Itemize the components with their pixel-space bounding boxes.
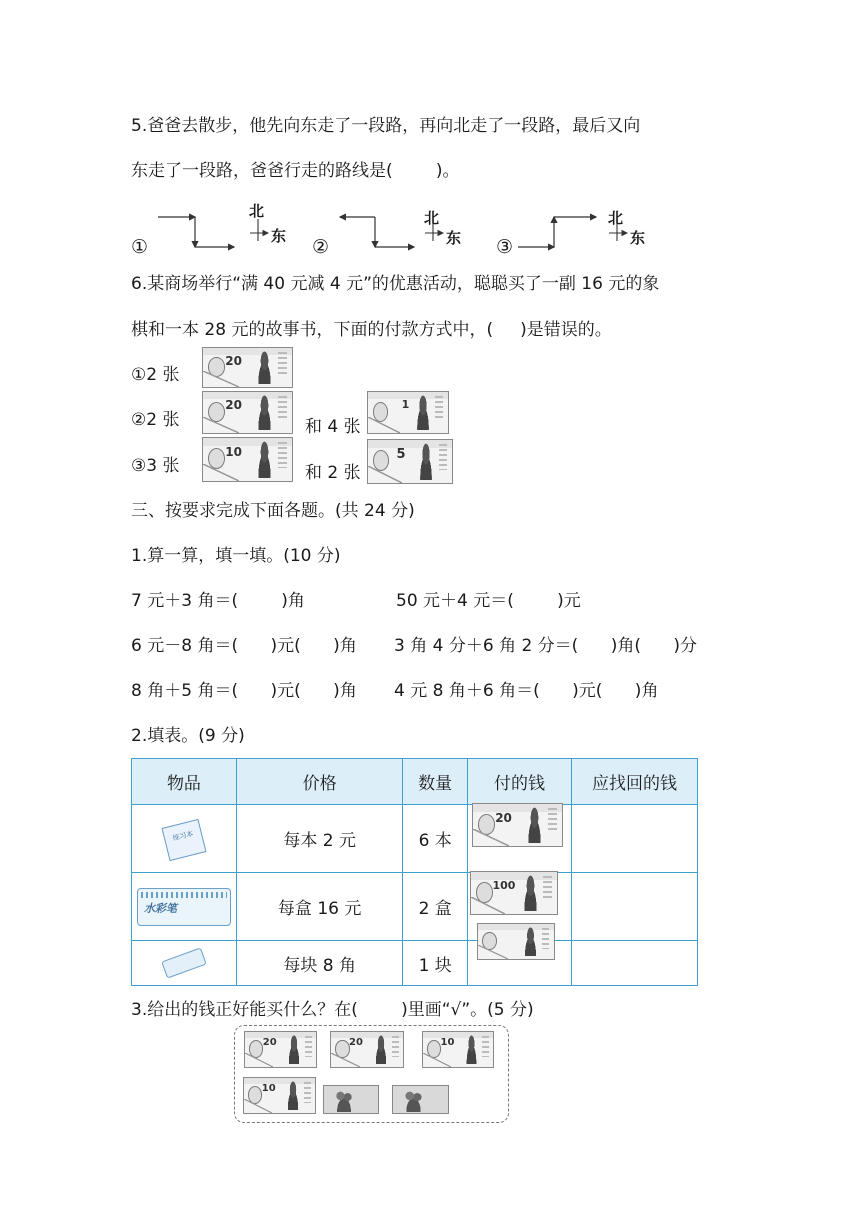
q6-text-line1: 6.某商场举行“满 40 元减 4 元”的优惠活动，聪聪买了一副 16 元的象 <box>131 274 660 294</box>
change-cell[interactable] <box>572 805 698 873</box>
section-3-heading: 三、按要求完成下面各题。(共 24 分) <box>131 501 415 521</box>
item-cell <box>132 805 237 873</box>
banknote-10-yuan <box>202 437 293 482</box>
compass-1-north: 北 <box>249 202 265 220</box>
header-paid: 付的钱 <box>467 759 571 805</box>
compass-2-north: 北 <box>424 209 440 227</box>
option-2-marker: ② <box>312 236 330 258</box>
compass-2-east: 东 <box>446 229 462 247</box>
calc-item-2: 50 元＋4 元＝( )元 <box>396 591 581 611</box>
q6-option-2: ②2 张 <box>131 410 180 430</box>
calc-item-5: 8 角＋5 角＝( )元( )角 <box>131 681 357 701</box>
banknote-denomination: 20 <box>495 810 512 825</box>
exercise-book-label: 练习本 <box>171 829 195 843</box>
item-cell <box>132 941 237 986</box>
banknote-denomination: 20 <box>262 1037 277 1049</box>
banknote-denomination: 20 <box>349 1037 363 1049</box>
quantity-cell: 2 盒 <box>403 873 468 941</box>
banknote-denomination: 10 <box>261 1083 276 1095</box>
q6-text-line2: 棋和一本 28 元的故事书，下面的付款方式中，( )是错误的。 <box>131 320 612 340</box>
change-cell[interactable] <box>572 873 698 941</box>
s3-q3-title: 3.给出的钱正好能买什么？在( )里画“√”。(5 分) <box>131 1000 534 1020</box>
header-item: 物品 <box>132 759 237 805</box>
banknote-20-yuan <box>330 1031 404 1068</box>
calc-item-3: 6 元－8 角＝( )元( )角 <box>131 636 357 656</box>
banknote-small-jiao <box>392 1085 449 1114</box>
eraser-image <box>161 947 207 978</box>
q6-option-3-and: 和 2 张 <box>305 463 361 483</box>
banknote-10-yuan <box>422 1031 494 1068</box>
calc-item-6: 4 元 8 角＋6 角＝( )元( )角 <box>394 681 659 701</box>
calc-item-4: 3 角 4 分＋6 角 2 分＝( )角( )分 <box>394 636 698 656</box>
compass-3-north: 北 <box>608 209 624 227</box>
paid-cell <box>467 941 571 986</box>
option-1-marker: ① <box>131 236 149 258</box>
q6-option-2-and: 和 4 张 <box>305 417 361 437</box>
q5-text-line2: 东走了一段路，爸爸行走的路线是( )。 <box>131 161 460 181</box>
table-row <box>132 941 698 986</box>
compass-3-east: 东 <box>630 229 646 247</box>
banknote-denomination: 20 <box>225 354 242 369</box>
quantity-cell: 1 块 <box>403 941 468 986</box>
q6-option-1: ①2 张 <box>131 365 180 385</box>
header-quantity: 数量 <box>403 759 468 805</box>
item-cell <box>132 873 237 941</box>
q5-text-line1: 5.爸爸去散步，他先向东走了一段路，再向北走了一段路，最后又向 <box>131 116 641 136</box>
banknote-denomination: 10 <box>440 1037 455 1049</box>
price-cell: 每块 8 角 <box>236 941 403 986</box>
paid-cell <box>467 805 571 873</box>
price-cell: 每本 2 元 <box>236 805 403 873</box>
price-table <box>131 758 698 986</box>
banknote-small-jiao <box>323 1085 379 1114</box>
banknote-20-yuan <box>202 347 293 388</box>
watercolor-pens-label: 水彩笔 <box>143 901 177 915</box>
banknote-20-yuan <box>244 1031 317 1068</box>
table-row <box>132 873 698 941</box>
table-header-row <box>132 759 698 805</box>
q6-option-3: ③3 张 <box>131 456 180 476</box>
banknote-denomination: 1 <box>401 398 410 412</box>
calc-item-1: 7 元＋3 角＝( )角 <box>131 591 305 611</box>
price-cell: 每盒 16 元 <box>236 873 403 941</box>
table-row <box>132 805 698 873</box>
change-cell[interactable] <box>572 941 698 986</box>
header-change: 应找回的钱 <box>572 759 698 805</box>
watercolor-pens-image <box>137 888 231 926</box>
banknote-denomination: 20 <box>225 398 242 413</box>
banknote-1-yuan <box>477 923 555 960</box>
quantity-cell: 6 本 <box>403 805 468 873</box>
banknote-denomination: 5 <box>396 446 406 462</box>
header-price: 价格 <box>236 759 403 805</box>
banknote-denomination: 100 <box>492 878 516 892</box>
banknote-5-yuan <box>367 439 453 484</box>
banknote-20-yuan <box>202 391 293 434</box>
s3-q2-title: 2.填表。(9 分) <box>131 726 245 746</box>
banknote-100-yuan <box>470 871 558 915</box>
banknote-denomination: 10 <box>225 444 242 459</box>
banknote-20-yuan <box>472 803 563 847</box>
exercise-book-image <box>161 819 207 859</box>
banknote-10-yuan <box>243 1077 316 1114</box>
option-3-marker: ③ <box>496 236 514 258</box>
compass-1-east: 东 <box>271 227 287 245</box>
s3-q1-title: 1.算一算，填一填。(10 分) <box>131 546 341 566</box>
banknote-1-yuan <box>367 391 449 434</box>
